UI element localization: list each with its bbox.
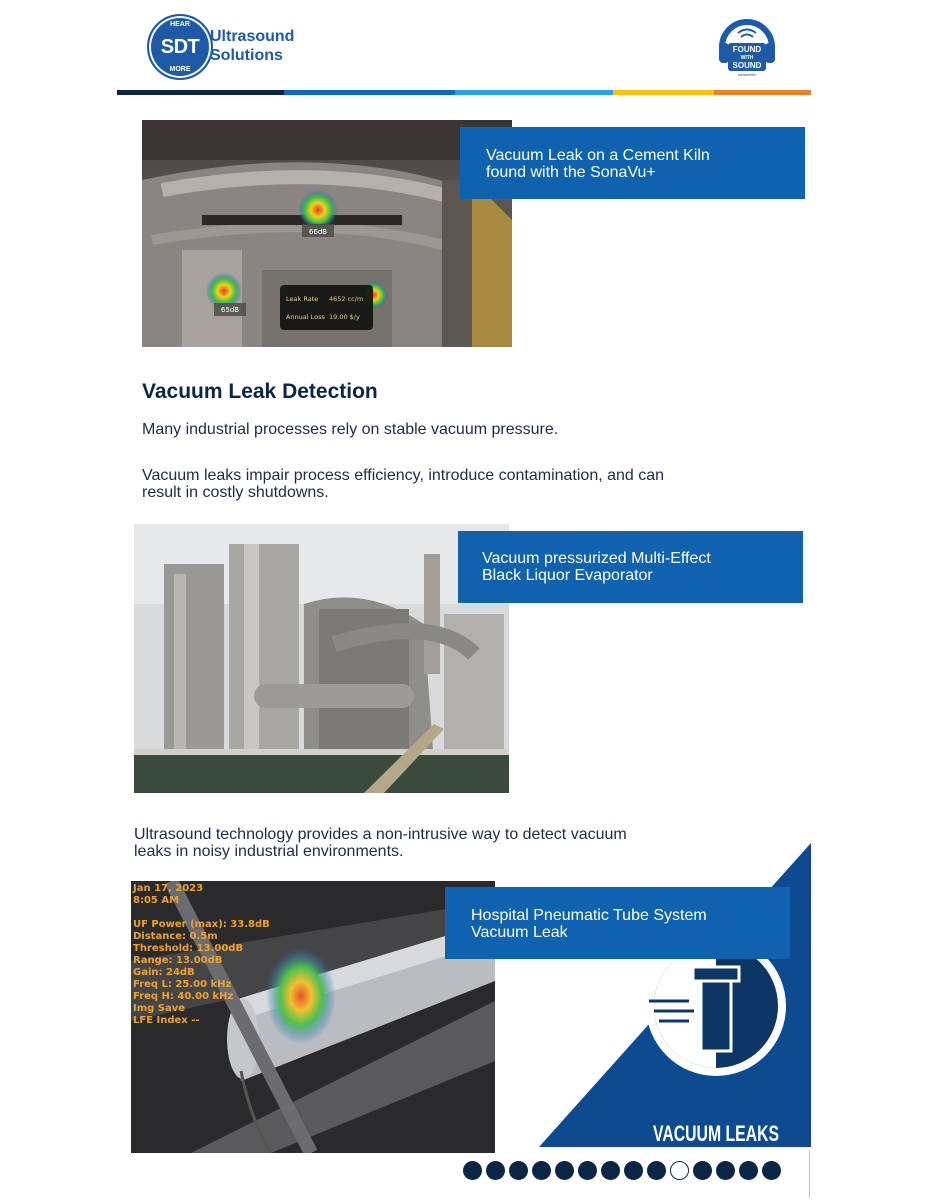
cement-kiln-photo [142,120,512,347]
leak-rate-label: Leak Rate [286,295,319,303]
photo2-caption-line1: Vacuum pressurized Multi-Effect [482,550,711,567]
logo-bottom-text: MORE [169,66,191,73]
brand-name [210,27,294,65]
pagination-dots[interactable] [463,1161,781,1180]
pagination-dot[interactable] [739,1161,758,1180]
vertical-divider [809,1150,810,1198]
readout-line: Range: 13.00dB [133,955,223,966]
pagination-dot[interactable] [647,1161,666,1180]
readout-line: Jan 17, 2023 [133,883,204,894]
technology-paragraph-line2: leaks in noisy industrial environments. [134,843,404,860]
pagination-dot[interactable] [555,1161,574,1180]
rule-seg-3 [455,90,613,95]
technology-paragraph [134,826,627,860]
logo-top-text: HEAR [170,21,190,28]
pagination-dot[interactable] [532,1161,551,1180]
pneumatic-tube-photo [131,881,495,1153]
readout-line: LFE Index -- [133,1015,200,1026]
sdt-logo [147,14,213,80]
pagination-dot[interactable] [509,1161,528,1180]
photo2-caption-line2: Black Liquor Evaporator [482,567,653,584]
pagination-dot[interactable] [716,1161,735,1180]
pagination-dot[interactable] [624,1161,643,1180]
rule-seg-1 [117,90,284,95]
photo3-caption [445,887,790,959]
pagination-dot[interactable] [463,1161,482,1180]
photo3-caption-line1: Hospital Pneumatic Tube System [471,907,707,924]
db-label-1: 66dB [308,228,328,236]
brand-line-1: Ultrasound [210,28,295,45]
pagination-dot-current[interactable] [670,1161,689,1180]
logo-core-text: SDT [160,35,200,58]
logo-sound-text: SOUND [732,61,762,70]
rule-seg-4 [613,90,714,95]
pagination-dot[interactable] [601,1161,620,1180]
readout-line: Threshold: 13.00dB [133,943,244,954]
pagination-dot[interactable] [486,1161,505,1180]
photo1-caption-line2: found with the SonaVu+ [486,164,656,181]
impact-paragraph [142,467,664,501]
photo1-caption [460,127,805,199]
annual-loss-value: 19.00 $/y [329,313,360,321]
readout-line: Img Save [133,1003,186,1014]
impact-paragraph-line1: Vacuum leaks impair process efficiency, introduce contamination, and can [142,467,665,484]
evaporator-photo [134,524,509,793]
photo3-caption-line2: Vacuum Leak [471,924,568,941]
badge-title: VACUUM LEAKS [653,1121,779,1146]
pagination-dot[interactable] [693,1161,712,1180]
annual-loss-label: Annual Loss [286,313,325,321]
header-rule [117,90,811,95]
impact-paragraph-line2: result in costly shutdowns. [142,484,329,501]
intro-paragraph: Many industrial processes rely on stable vacuum pressure. [142,421,559,438]
photo2-caption [458,531,803,603]
found-with-sound-logo [716,13,778,77]
logo-with-text: WITH [740,55,754,61]
readout-line: 8:05 AM [133,895,180,906]
rule-seg-2 [284,90,455,95]
readout-line: UF Power (max): 33.8dB [133,919,270,930]
section-heading: Vacuum Leak Detection [142,380,378,403]
photo1-caption-line1: Vacuum Leak on a Cement Kiln [486,147,710,164]
pagination-dot[interactable] [762,1161,781,1180]
pagination-dot[interactable] [578,1161,597,1180]
readout-line: Distance: 0.5m [133,931,218,942]
db-label-2: 65dB [220,306,240,314]
readout-line: Freq H: 40.00 kHz [133,991,234,1002]
technology-paragraph-line1: Ultrasound technology provides a non-intrusive way to detect vacuum [134,826,627,843]
leak-rate-value: 4652 cc/m [329,295,364,303]
logo-newsletter-text: newsletter [737,72,757,77]
logo-found-text: FOUND [732,45,762,54]
brand-line-2: Solutions [210,47,283,64]
readout-line: Freq L: 25.00 kHz [133,979,232,990]
rule-seg-5 [714,90,811,95]
readout-line: Gain: 24dB [133,967,195,978]
